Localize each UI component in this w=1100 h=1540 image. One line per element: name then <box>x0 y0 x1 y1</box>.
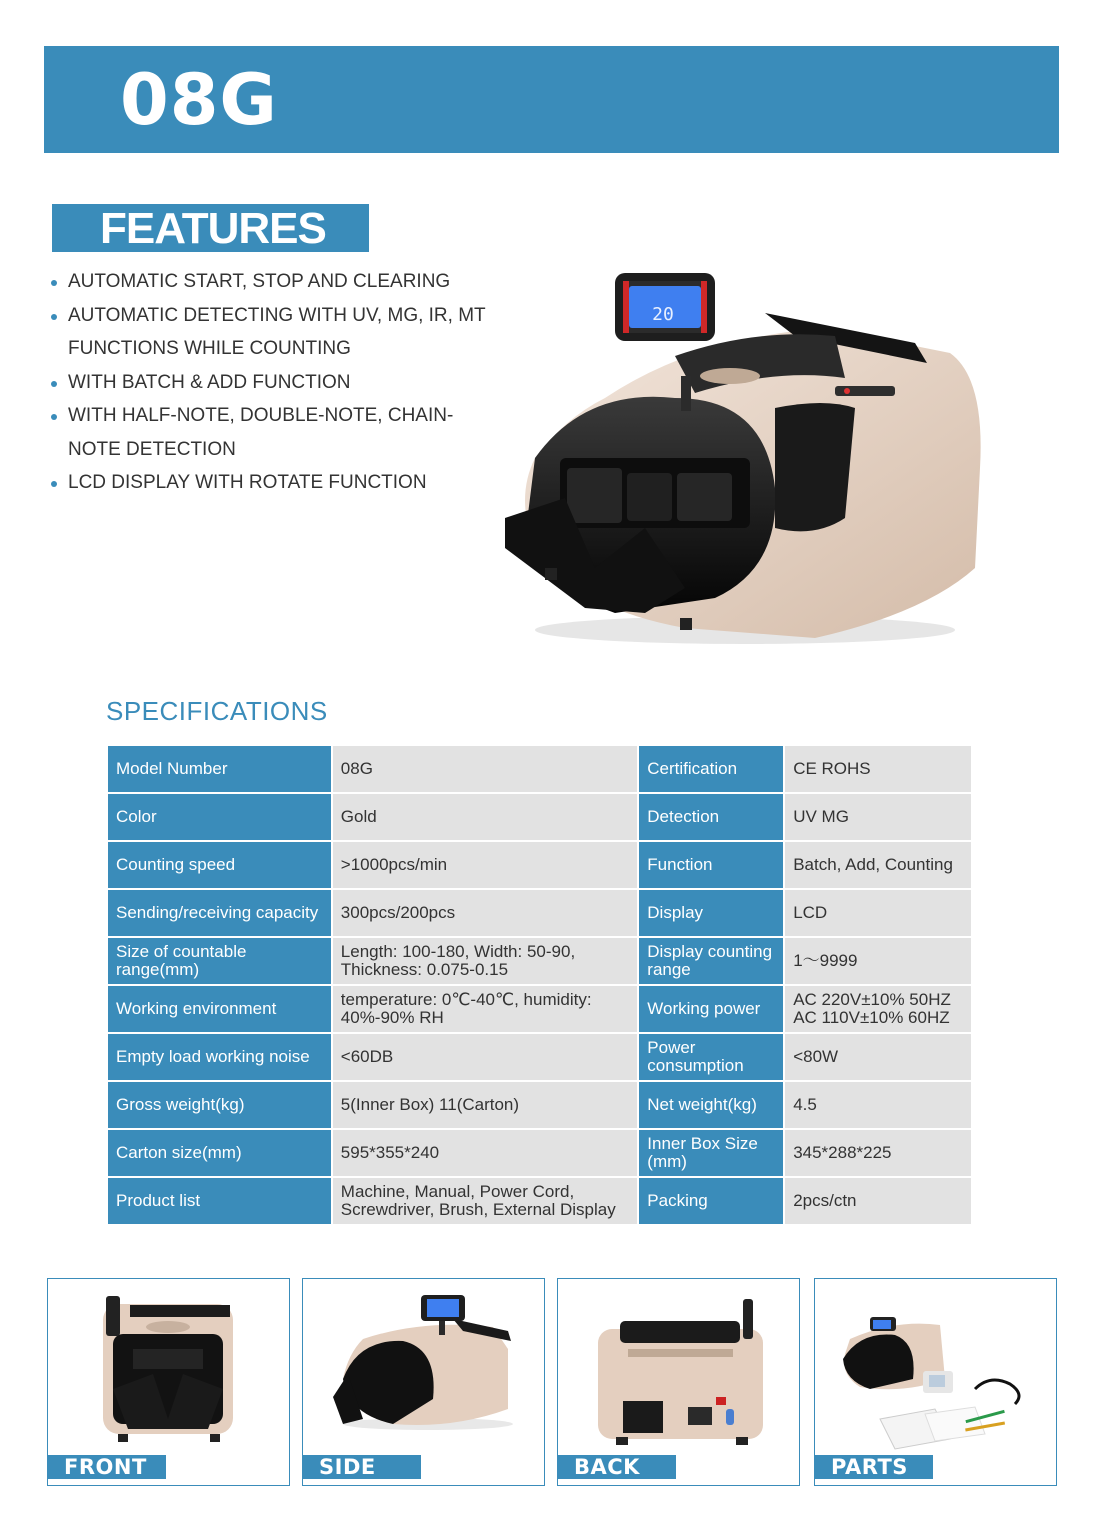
specifications-heading: SPECIFICATIONS <box>106 696 328 726</box>
features-heading: FEATURES <box>100 204 326 253</box>
back-label: BACK <box>558 1455 676 1479</box>
front-view-panel <box>47 1278 290 1486</box>
spec-label: Counting speed <box>108 842 331 888</box>
spec-label: Gross weight(kg) <box>108 1082 331 1128</box>
spec-row <box>108 842 971 888</box>
spec-value: CE ROHS <box>785 746 971 792</box>
spec-row <box>108 986 971 1032</box>
model-title: 08G <box>120 59 278 141</box>
spec-label: Model Number <box>108 746 331 792</box>
spec-value: Machine, Manual, Power Cord, Screwdriver, Brush, External Display <box>333 1178 638 1224</box>
feature-list <box>50 265 500 500</box>
spec-value: <80W <box>785 1034 971 1080</box>
spec-value: 2pcs/ctn <box>785 1178 971 1224</box>
spec-row <box>108 1130 971 1176</box>
spec-value: >1000pcs/min <box>333 842 638 888</box>
spec-label: Net weight(kg) <box>639 1082 783 1128</box>
spec-value: UV MG <box>785 794 971 840</box>
spec-value: Batch, Add, Counting <box>785 842 971 888</box>
spec-label: Empty load working noise <box>108 1034 331 1080</box>
spec-label: Function <box>639 842 783 888</box>
spec-label: Sending/receiving capacity <box>108 890 331 936</box>
spec-label: Carton size(mm) <box>108 1130 331 1176</box>
spec-label: Detection <box>639 794 783 840</box>
spec-label: Packing <box>639 1178 783 1224</box>
parts-label: PARTS <box>815 1455 933 1479</box>
side-view-panel <box>302 1278 545 1486</box>
spec-value: 595*355*240 <box>333 1130 638 1176</box>
spec-value: temperature: 0℃-40℃, humidity: 40%-90% RH <box>333 986 638 1032</box>
feature-item: AUTOMATIC START, STOP AND CLEARING <box>50 265 500 299</box>
spec-label: Certification <box>639 746 783 792</box>
specifications-table <box>106 744 973 1226</box>
spec-label: Working power <box>639 986 783 1032</box>
spec-row <box>108 890 971 936</box>
display-reading: 20 <box>652 304 674 325</box>
front-label: FRONT <box>48 1455 166 1479</box>
spec-row <box>108 794 971 840</box>
spec-label: Color <box>108 794 331 840</box>
spec-value: 5(Inner Box) 11(Carton) <box>333 1082 638 1128</box>
spec-label: Inner Box Size (mm) <box>639 1130 783 1176</box>
spec-value: Length: 100-180, Width: 50-90, Thickness: 0.075-0.15 <box>333 938 638 984</box>
spec-label: Display <box>639 890 783 936</box>
spec-row <box>108 1082 971 1128</box>
spec-label: Size of countable range(mm) <box>108 938 331 984</box>
spec-value: 300pcs/200pcs <box>333 890 638 936</box>
spec-label: Product list <box>108 1178 331 1224</box>
spec-value: <60DB <box>333 1034 638 1080</box>
spec-label: Display counting range <box>639 938 783 984</box>
feature-item: AUTOMATIC DETECTING WITH UV, MG, IR, MT FUNCTIONS WHILE COUNTING <box>50 299 500 366</box>
spec-row <box>108 746 971 792</box>
side-label: SIDE <box>303 1455 421 1479</box>
feature-item: WITH HALF-NOTE, DOUBLE-NOTE, CHAIN-NOTE DETECTION <box>50 399 500 466</box>
spec-row <box>108 1178 971 1224</box>
spec-row <box>108 1034 971 1080</box>
spec-value: 08G <box>333 746 638 792</box>
feature-item: WITH BATCH & ADD FUNCTION <box>50 366 500 400</box>
feature-item: LCD DISPLAY WITH ROTATE FUNCTION <box>50 466 500 500</box>
spec-label: Working environment <box>108 986 331 1032</box>
spec-value: AC 220V±10% 50HZ AC 110V±10% 60HZ <box>785 986 971 1032</box>
spec-value: 345*288*225 <box>785 1130 971 1176</box>
spec-value: 1～9999 <box>785 938 971 984</box>
spec-label: Power consumption <box>639 1034 783 1080</box>
money-counter-image <box>495 268 990 658</box>
back-view-panel <box>557 1278 800 1486</box>
parts-view-panel <box>814 1278 1057 1486</box>
spec-value: Gold <box>333 794 638 840</box>
spec-value: LCD <box>785 890 971 936</box>
spec-value: 4.5 <box>785 1082 971 1128</box>
spec-row <box>108 938 971 984</box>
